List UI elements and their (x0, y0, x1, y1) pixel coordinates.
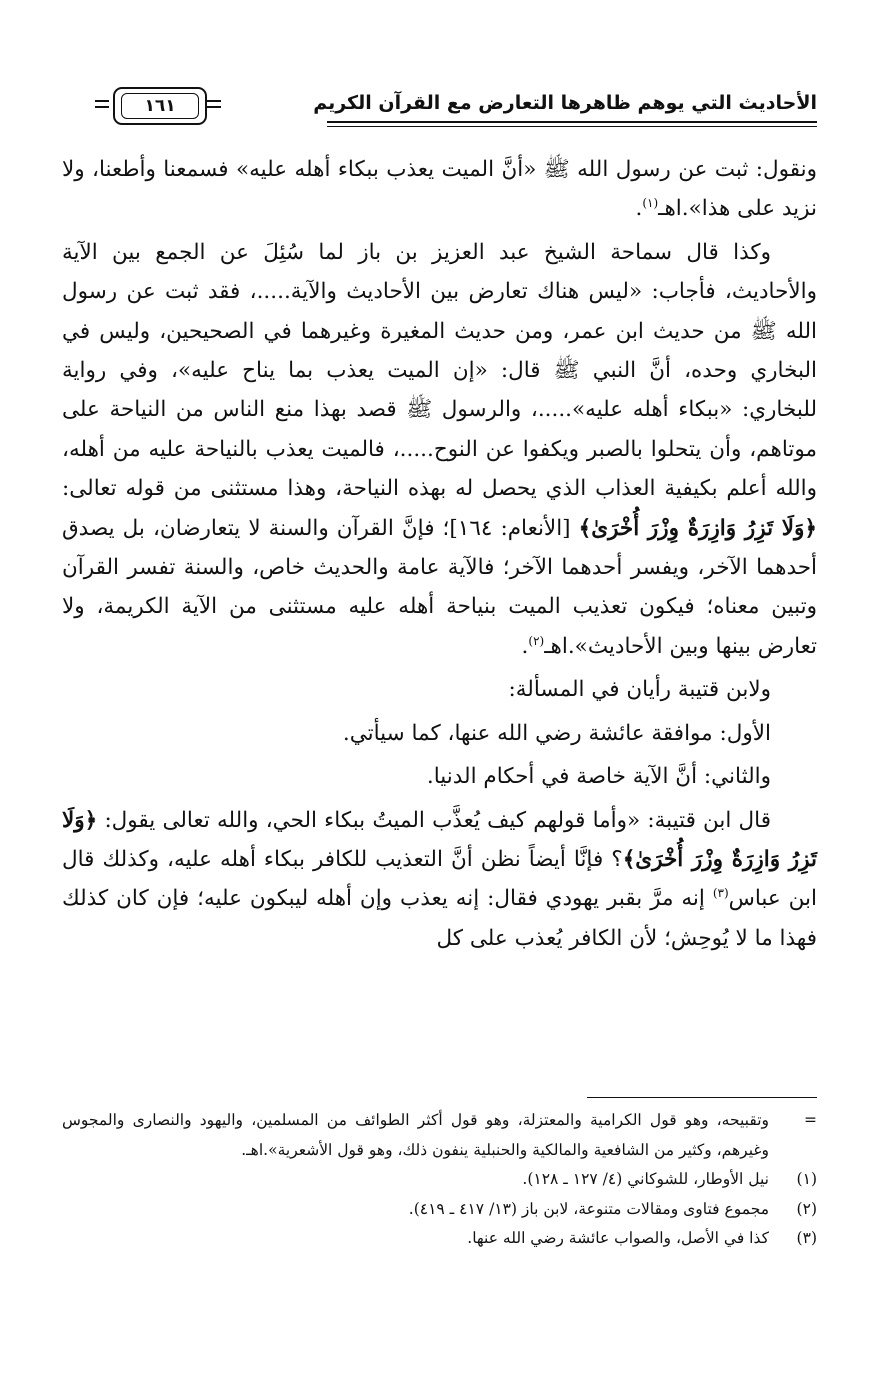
footnote-ref[interactable]: (٢) (528, 633, 545, 648)
paragraph: الأول: موافقة عائشة رضي الله عنها، كما سيأتي. (342, 720, 771, 746)
page-header (95, 84, 817, 132)
footnote-ref[interactable]: (٣) (712, 886, 729, 901)
header-rule-left-inner-2 (207, 106, 221, 108)
quran-verse: ﴿وَلَا تَزِرُ وَازِرَةٌ وِزْرَ أُخْرَىٰ﴾ (578, 515, 817, 541)
footnote-item: (٢) مجموع فتاوى ومقالات متنوعة، لابن باز (١٣/ ٤١٧ ـ ٤١٩). (408, 1199, 817, 1218)
header-rule-thin (327, 126, 817, 127)
footnote-item: (٣) كذا في الأصل، والصواب عائشة رضي الله عنها. (467, 1229, 817, 1247)
quran-verse: ﴿وَلَا تَزِرُ وَازِرَةٌ وِزْرَ أُخْرَىٰ﴾ (62, 807, 817, 872)
footnotes (62, 1106, 817, 1254)
paragraph: ونقول: ثبت عن رسول الله ﷺ «أنَّ الميت يعذب ببكاء أهله عليه» فسمعنا وأطعنا، ولا نزيد على هذا».اهـ$^{(١)}$. (62, 157, 817, 222)
page-number: ١٦١ (121, 93, 199, 119)
footnote-ref[interactable]: (١) (642, 196, 659, 211)
main-text (62, 150, 817, 962)
running-title: الأحاديث التي يوهم ظاهرها التعارض مع القرآن الكريم (313, 92, 817, 114)
header-rule-left-outer-2 (95, 106, 109, 108)
header-rule-left-outer (95, 100, 109, 102)
header-rule-left-inner (207, 100, 221, 102)
footnote-separator (587, 1097, 817, 1098)
page-number-frame (113, 87, 207, 125)
paragraph: والثاني: أنَّ الآية خاصة في أحكام الدنيا. (426, 764, 771, 790)
footnote-item: (١) نيل الأوطار، للشوكاني (٤/ ١٢٧ ـ ١٢٨). (522, 1170, 817, 1188)
paragraph: قال ابن قتيبة: «وأما قولهم كيف يُعذَّب الميتُ ببكاء الحي، والله تعالى يقول: ﴿وَلَا تَزِرُ وَازِرَةٌ وِزْرَ أُخْرَىٰ﴾؟ فإنَّا أيضاً نظن أنَّ التعذيب للكافر ببكاء أهله عليه، وكذلك قال ابن عباس$^{(٣)}$ إنه مرَّ بقبر يهودي فقال: إنه يعذب وإن أهله ليبكون عليه؛ فإن كان كذلك فهذا ما لا يُوحِش؛ لأن الكافر يُعذب على كل (62, 807, 817, 951)
header-rule (327, 121, 817, 123)
paragraph: وكذا قال سماحة الشيخ عبد العزيز بن باز لما سُئِلَ عن الجمع بين الآية والأحاديث، فأجاب: «ليس هناك تعارض بين الأحاديث والآية.....، فقد ثبت عن رسول الله ﷺ من حديث ابن عمر، ومن حديث المغيرة وغيرهما في الصحيحين، وليس في البخاري وحده، أنَّ النبي ﷺ قال: «إن الميت يعذب بما يناح عليه»، وفي رواية للبخاري: «ببكاء أهله عليه».....، والرسول ﷺ قصد بهذا منع الناس من النياحة على موتاهم، وأن يتحلوا بالصبر ويكفوا عن النوح.....، فالميت يعذب بالنياحة عليه من أهله، والله أعلم بكيفية العذاب الذي يحصل له بهذه النياحة، وهذا مستثنى من قوله تعالى: ﴿وَلَا تَزِرُ وَازِرَةٌ وِزْرَ أُخْرَىٰ﴾ [الأنعام: ١٦٤]؛ فإنَّ القرآن والسنة لا يتعارضان، بل يصدق أحدهما الآخر، ويفسر أحدهما الآخر؛ فالآية عامة والحديث خاص، والسنة تفسر القرآن وتبين معناه؛ فيكون تعذيب الميت بنياحة أهله عليه مستثنى من الآية الكريمة، ولا تعارض بينها وبين الأحاديث».اهـ$^{(٢)}$. (62, 239, 817, 659)
paragraph: ولابن قتيبة رأيان في المسألة: (508, 677, 771, 703)
footnote-continuation: = وتقبيحه، وهو قول الكرامية والمعتزلة، وهو قول أكثر الطوائف من المسلمين، واليهود والنصارى والمجوس وغيرهم، وكثير من الشافعية والمالكية والحنبلية ينفون ذلك، وهو قول الأشعرية».اهـ. (62, 1111, 817, 1159)
